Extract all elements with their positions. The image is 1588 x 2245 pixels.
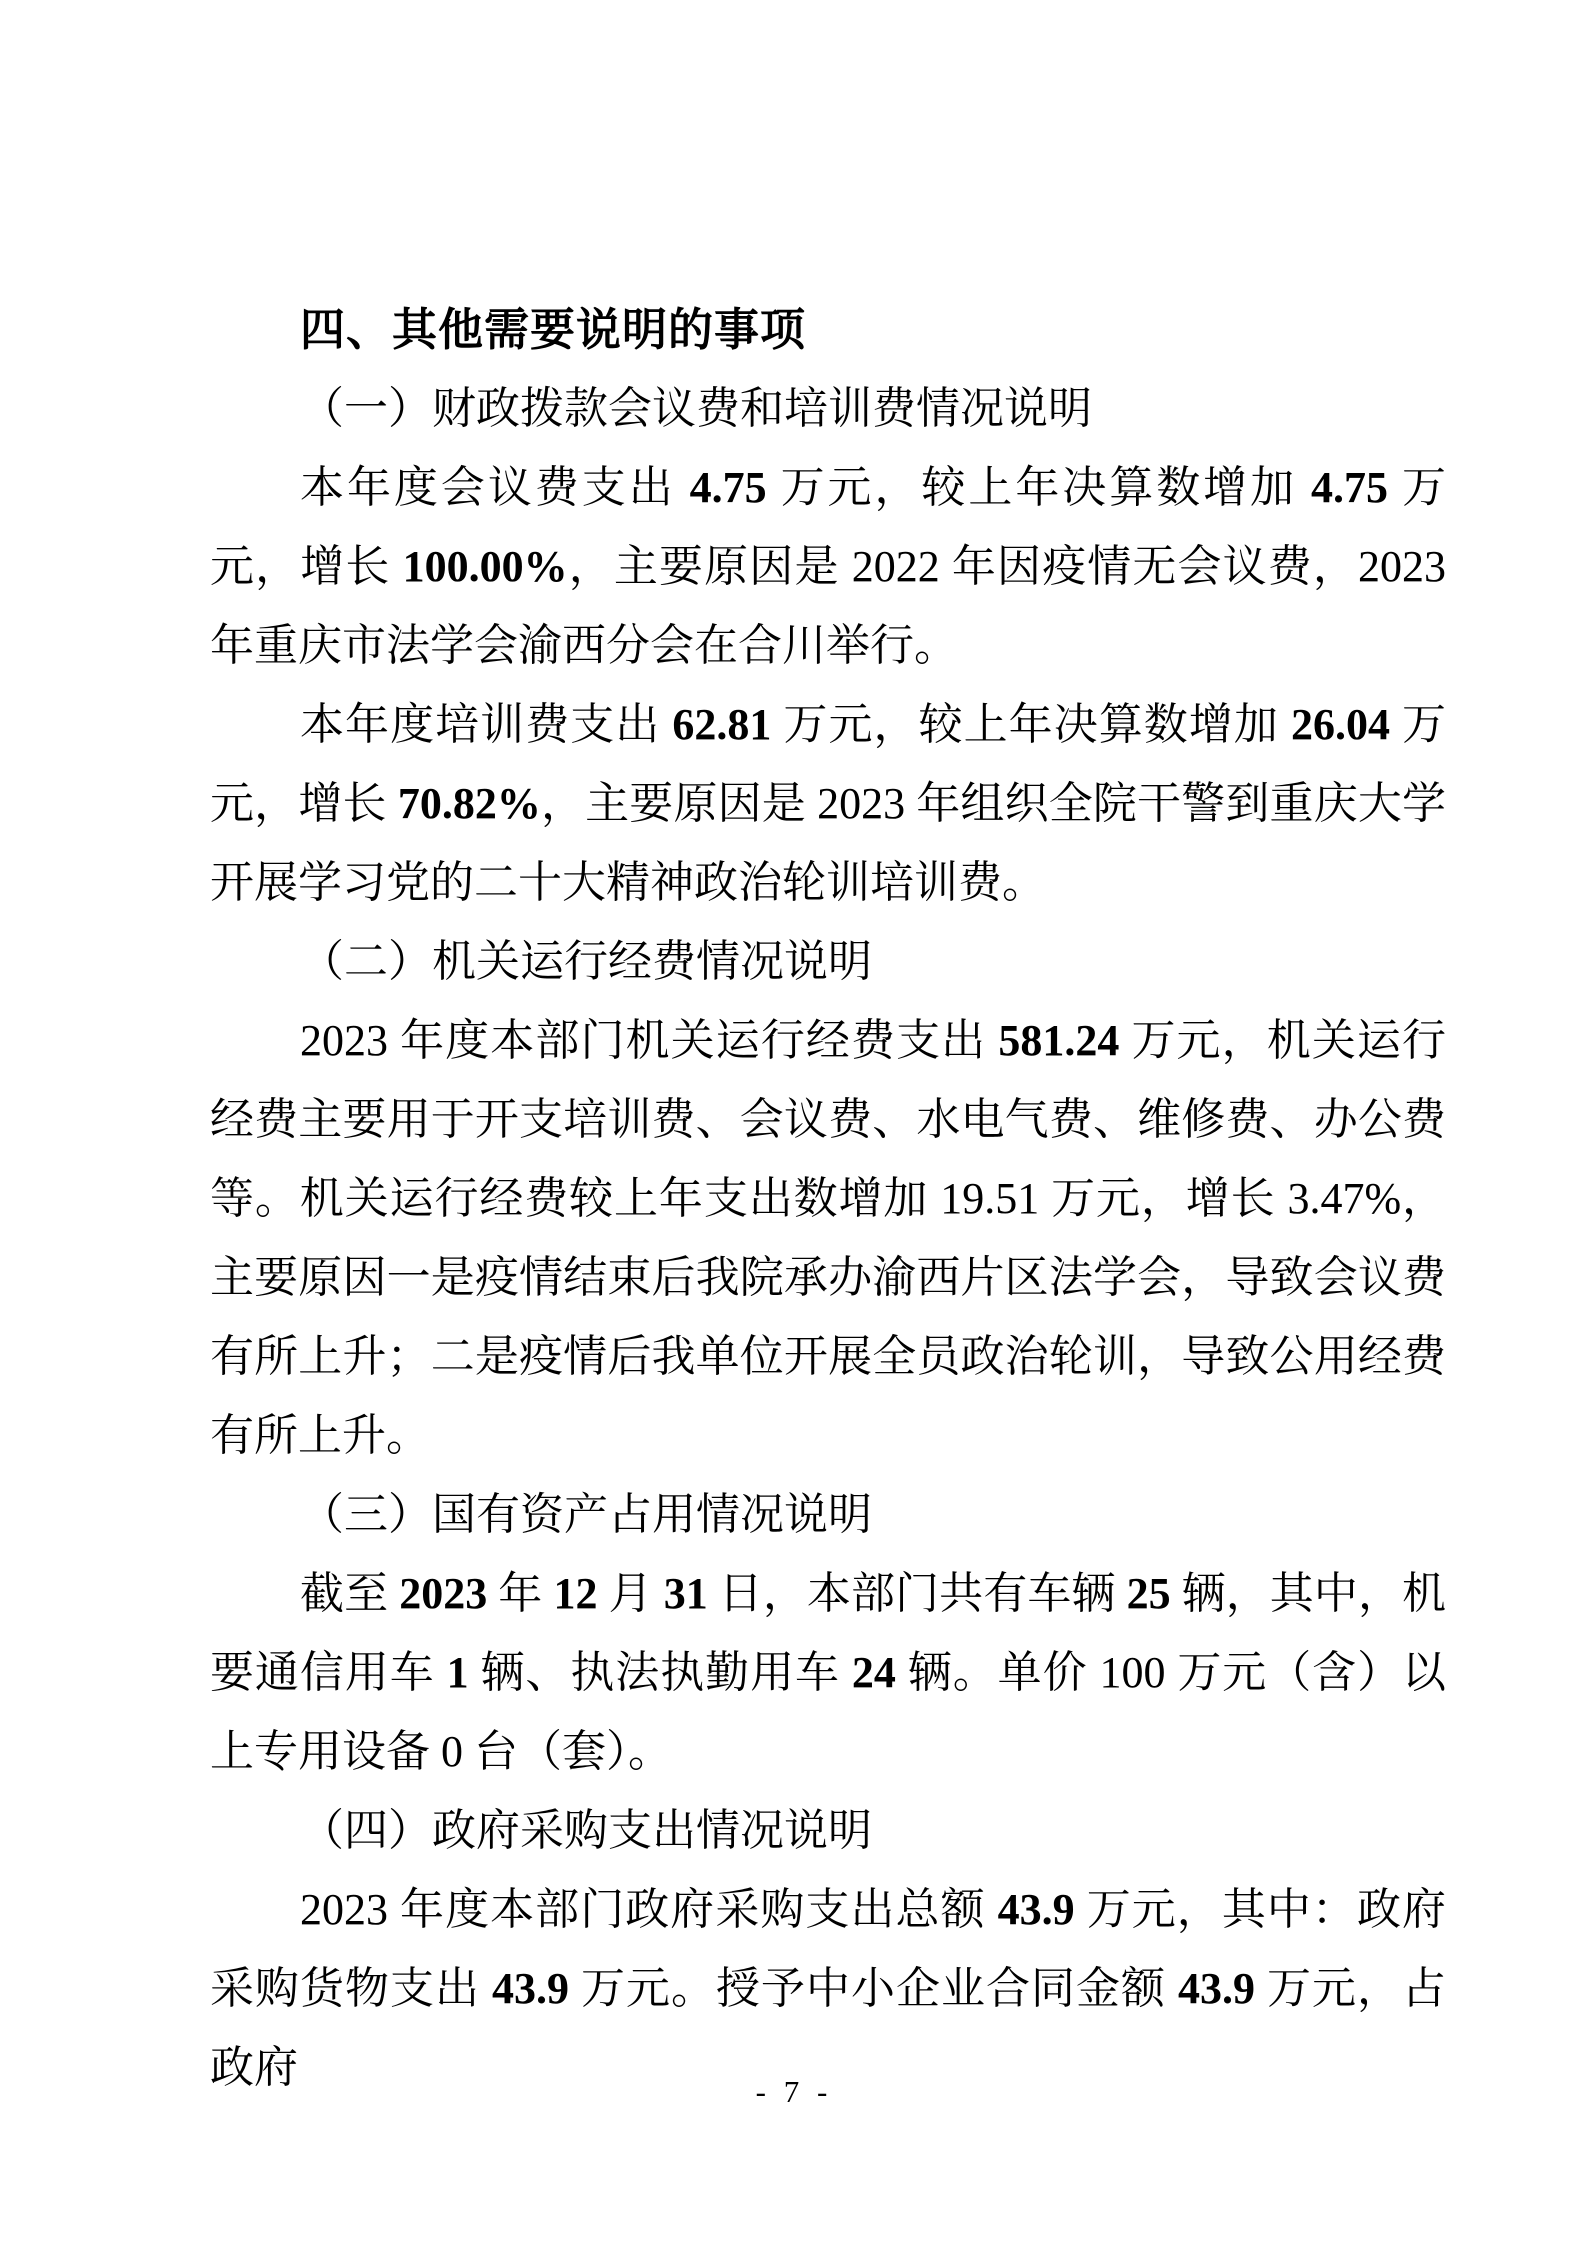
paragraph-state-assets: 截至 2023 年 12 月 31 日，本部门共有车辆 25 辆，其中，机要通信用车 1 辆、执法执勤用车 24 辆。单价 100 万元（含）以上专用设备 0 台（套）。 <box>210 1569 1447 1776</box>
subsection-title-1: （一）财政拨款会议费和培训费情况说明 <box>300 384 1092 433</box>
paragraph-procurement: 2023 年度本部门政府采购支出总额 43.9 万元，其中：政府采购货物支出 43.9 万元。授予中小企业合同金额 43.9 万元，占政府 <box>210 1885 1447 2092</box>
page-title: 四、其他需要说明的事项 <box>300 304 807 355</box>
subsection-title-2: （二）机关运行经费情况说明 <box>300 937 872 986</box>
page-number: - 7 - <box>755 2074 833 2109</box>
subsection-title-3: （三）国有资产占用情况说明 <box>300 1490 872 1539</box>
paragraph-operating-expense: 2023 年度本部门机关运行经费支出 581.24 万元，机关运行经费主要用于开支培训费、会议费、水电气费、维修费、办公费等。机关运行经费较上年支出数增加 19.51 万元，增长 3.47%，主要原因一是疫情结束后我院承办渝西片区法学会，导致会议费有所上升；二是疫情后我单位开展全员政治轮训，导致公用经费有所上升。 <box>210 1016 1447 1460</box>
subsection-title-4: （四）政府采购支出情况说明 <box>300 1806 872 1855</box>
paragraph-training-fee: 本年度培训费支出 62.81 万元，较上年决算数增加 26.04 万元，增长 70.82%，主要原因是 2023 年组织全院干警到重庆大学开展学习党的二十大精神政治轮训培训费。 <box>210 700 1447 907</box>
document-content <box>210 290 1446 2107</box>
paragraph-meeting-fee: 本年度会议费支出 4.75 万元，较上年决算数增加 4.75 万元，增长 100.00%，主要原因是 2022 年因疫情无会议费，2023 年重庆市法学会渝西分会在合川举行。 <box>210 463 1447 670</box>
